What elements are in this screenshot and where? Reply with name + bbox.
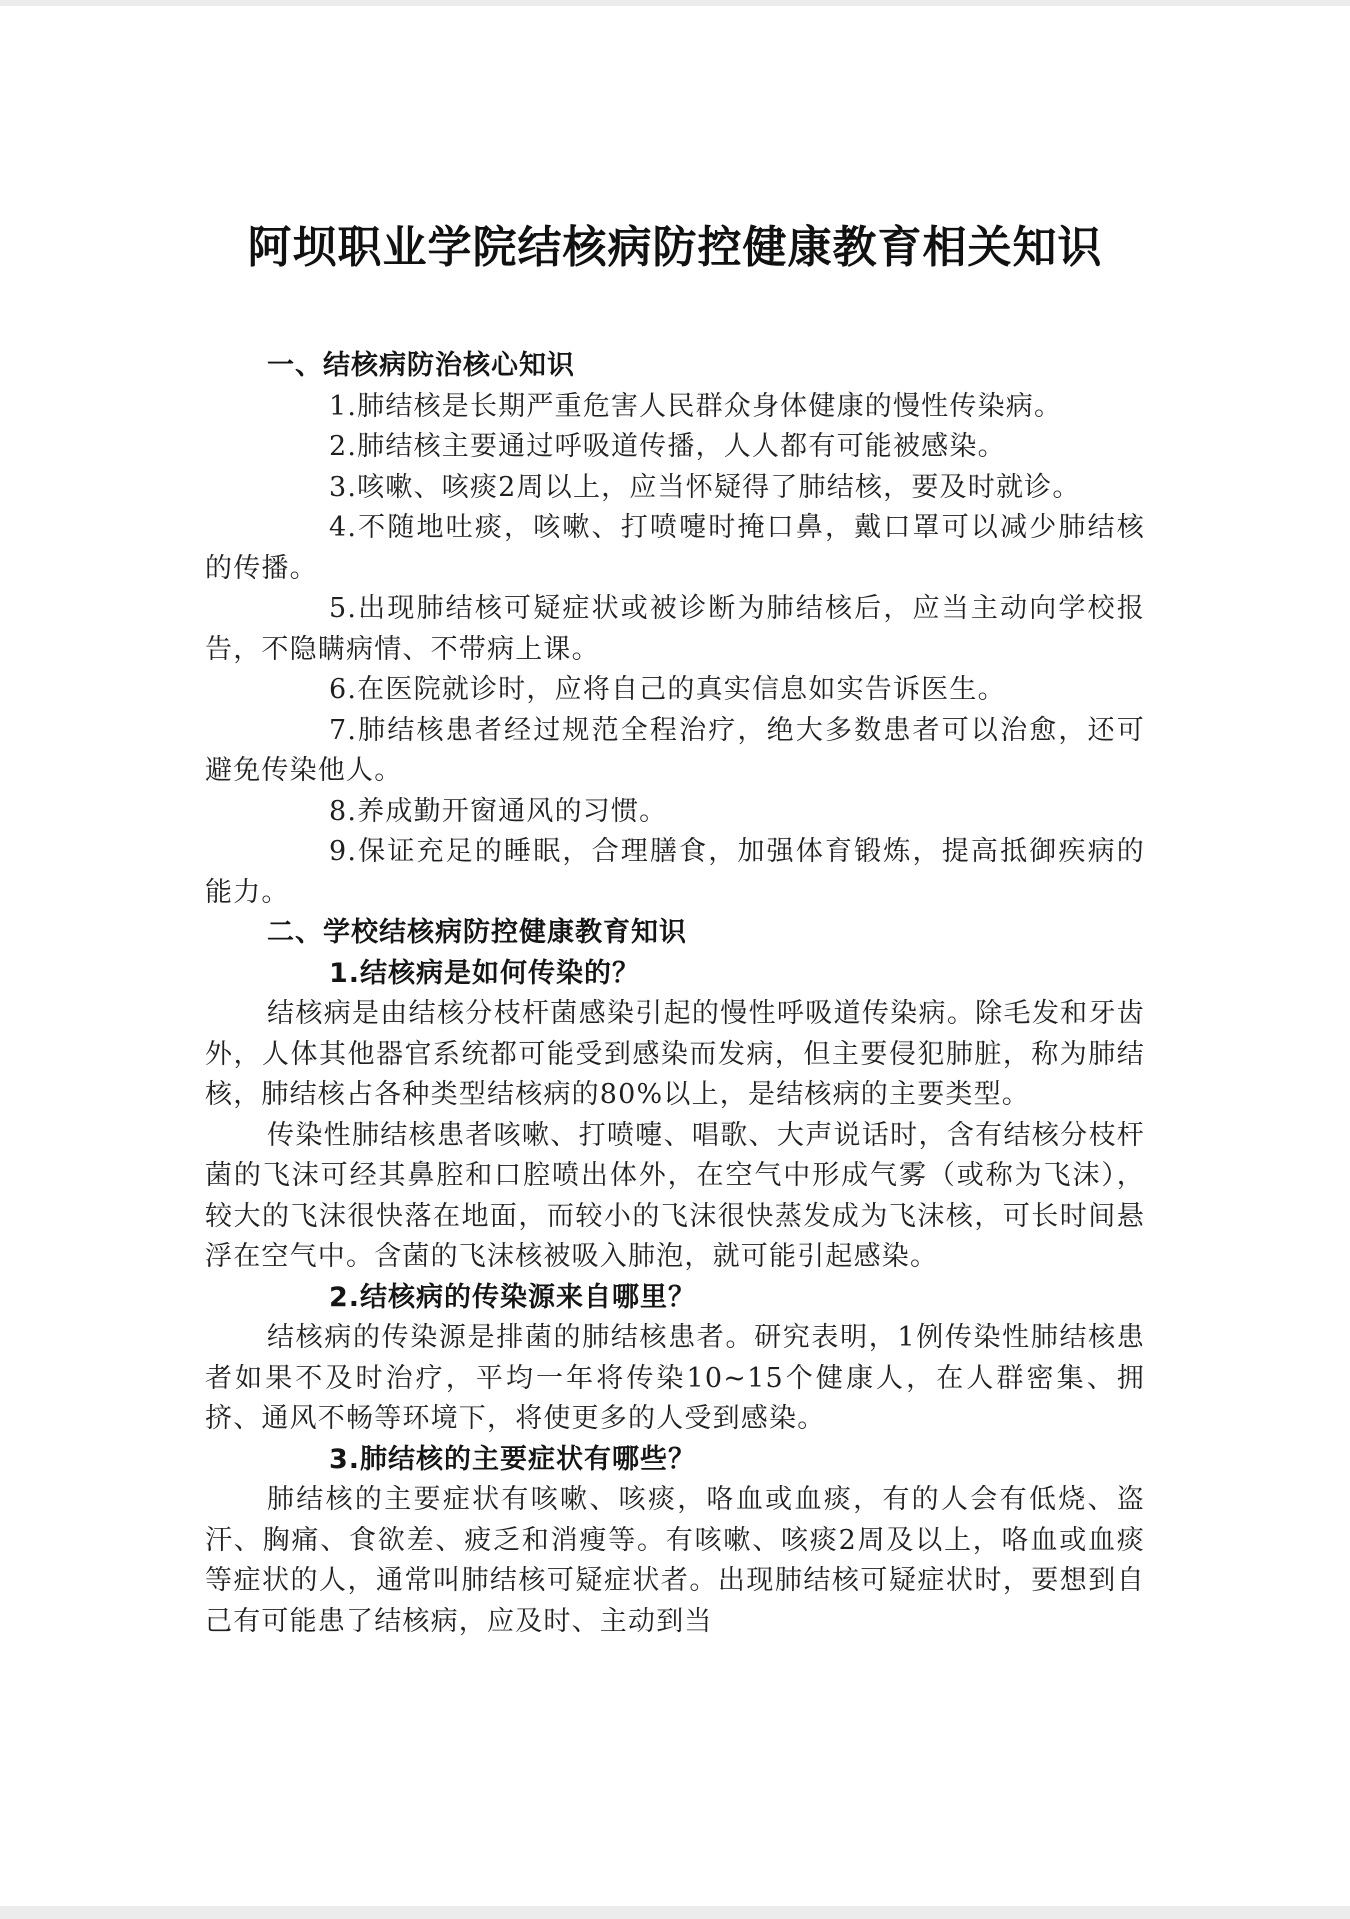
answer-paragraph: 传染性肺结核患者咳嗽、打喷嚏、唱歌、大声说话时，含有结核分枝杆菌的飞沫可经其鼻腔和口腔喷出体外，在空气中形成气雾（或称为飞沫），较大的飞沫很快落在地面，而较小的飞沫很快蒸发成为飞沫核，可长时间悬浮在空气中。含菌的飞沫核被吸入肺泡，就可能引起感染。 (205, 1119, 1145, 1272)
list-item (205, 508, 1145, 589)
list-item (205, 792, 1145, 833)
item-number: 9. (329, 836, 358, 867)
document-title: 阿坝职业学院结核病防控健康教育相关知识 (247, 222, 1103, 273)
question-heading (205, 954, 1145, 995)
list-item (205, 468, 1145, 509)
document-page (0, 6, 1350, 1906)
document-body (205, 346, 1145, 1642)
item-text: 肺结核患者经过规范全程治疗，绝大多数患者可以治愈，还可避免传染他人。 (205, 714, 1145, 786)
list-item (205, 427, 1145, 468)
item-text: 出现肺结核可疑症状或被诊断为肺结核后，应当主动向学校报告，不隐瞒病情、不带病上课。 (205, 593, 1145, 665)
item-number: 2. (329, 431, 358, 462)
item-number: 5. (329, 593, 358, 624)
answer-paragraph: 结核病的传染源是排菌的肺结核患者。研究表明，1例传染性肺结核患者如果不及时治疗，平均一年将传染10~15个健康人，在人群密集、拥挤、通风不畅等环境下，将使更多的人受到感染。 (205, 1322, 1145, 1434)
item-text: 咳嗽、咳痰2周以上，应当怀疑得了肺结核，要及时就诊。 (357, 471, 1081, 503)
question-text: 结核病是如何传染的？ (360, 957, 641, 989)
item-text: 肺结核是长期严重危害人民群众身体健康的慢性传染病。 (357, 390, 1063, 422)
item-number: 8. (329, 795, 358, 827)
item-number: 4. (329, 512, 358, 543)
list-item (205, 711, 1145, 792)
item-text: 不随地吐痰，咳嗽、打喷嚏时掩口鼻，戴口罩可以减少肺结核的传播。 (205, 512, 1145, 584)
section-heading-school-education: 二、学校结核病防控健康教育知识 (267, 917, 687, 948)
question-number: 2. (329, 1281, 361, 1313)
question-heading (205, 1278, 1145, 1319)
answer-paragraph: 结核病是由结核分枝杆菌感染引起的慢性呼吸道传染病。除毛发和牙齿外，人体其他器官系统都可能受到感染而发病，但主要侵犯肺脏，称为肺结核，肺结核占各种类型结核病的80%以上，是结核病的主要类型。 (205, 998, 1145, 1110)
list-item (205, 670, 1145, 711)
list-item (205, 832, 1145, 913)
list-item (205, 589, 1145, 670)
item-number: 7. (329, 714, 358, 746)
question-heading (205, 1440, 1145, 1481)
question-number: 3. (329, 1443, 361, 1475)
item-number: 6. (329, 674, 358, 705)
question-text: 结核病的传染源来自哪里？ (360, 1281, 697, 1313)
item-text: 养成勤开窗通风的习惯。 (357, 795, 668, 827)
item-text: 保证充足的睡眠，合理膳食，加强体育锻炼，提高抵御疾病的能力。 (205, 836, 1145, 908)
item-text: 在医院就诊时，应将自己的真实信息如实告诉医生。 (357, 674, 1006, 705)
question-text: 肺结核的主要症状有哪些？ (360, 1443, 697, 1475)
question-number: 1. (329, 957, 361, 989)
answer-paragraph: 肺结核的主要症状有咳嗽、咳痰，咯血或血痰，有的人会有低烧、盗汗、胸痛、食欲差、疲乏和消瘦等。有咳嗽、咳痰2周及以上，咯血或血痰等症状的人，通常叫肺结核可疑症状者。出现肺结核可疑症状时，要想到自己有可能患了结核病，应及时、主动到当 (205, 1484, 1145, 1637)
item-text: 肺结核主要通过呼吸道传播，人人都有可能被感染。 (357, 431, 1006, 462)
section-heading-core-knowledge: 一、结核病防治核心知识 (267, 350, 575, 381)
item-number: 1. (329, 390, 358, 422)
list-item (205, 387, 1145, 428)
item-number: 3. (329, 471, 358, 503)
